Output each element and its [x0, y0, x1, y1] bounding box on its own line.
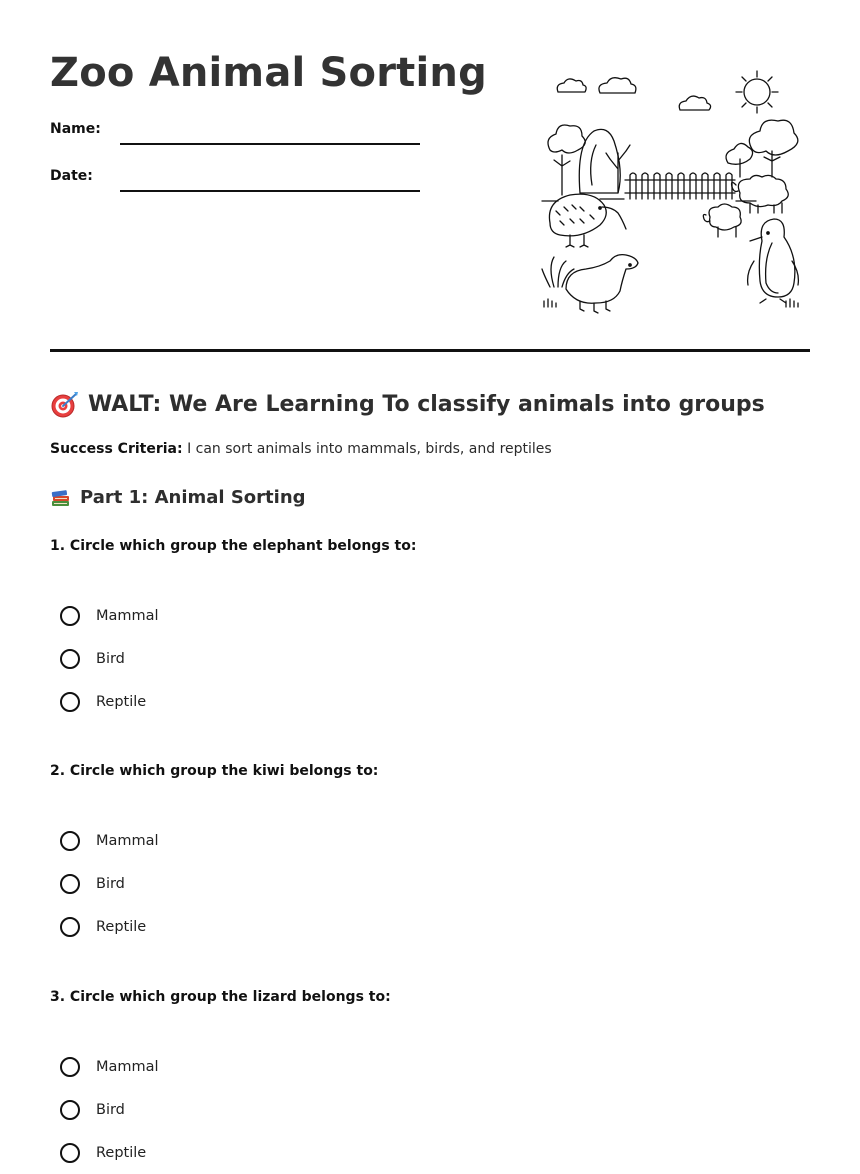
- option-reptile[interactable]: [60, 680, 159, 723]
- rock-icon: [579, 129, 620, 193]
- radio-circle-icon[interactable]: [60, 874, 80, 894]
- worksheet-title: Zoo Animal Sorting: [50, 50, 487, 96]
- success-criteria-label: Success Criteria:: [50, 441, 183, 457]
- option-label: Mammal: [96, 1058, 159, 1075]
- option-label: Reptile: [96, 1144, 147, 1161]
- branch-icon: [606, 145, 630, 193]
- option-reptile[interactable]: [60, 1131, 159, 1174]
- zoo-scene-illustration-icon: [540, 65, 810, 315]
- target-dart-icon: [50, 389, 80, 419]
- name-label: Name:: [50, 121, 101, 137]
- date-field-row: [50, 162, 420, 192]
- answer-options: [60, 1045, 159, 1174]
- radio-circle-icon[interactable]: [60, 917, 80, 937]
- success-criteria-text: I can sort animals into mammals, birds, and reptiles: [187, 441, 552, 457]
- option-bird[interactable]: [60, 1088, 159, 1131]
- option-label: Reptile: [96, 918, 147, 935]
- cloud-icon: [679, 96, 710, 110]
- penguin-icon: [748, 219, 799, 307]
- fence-icon: [625, 173, 735, 199]
- option-mammal[interactable]: [60, 1045, 159, 1088]
- option-bird[interactable]: [60, 637, 159, 680]
- books-icon: [50, 486, 72, 508]
- worksheet-header: [50, 0, 810, 351]
- sheep-icon: [732, 175, 789, 213]
- part-1-heading: [50, 486, 306, 508]
- success-criteria: [50, 441, 552, 457]
- question-3: [50, 989, 810, 1161]
- option-label: Bird: [96, 1101, 125, 1118]
- option-mammal[interactable]: [60, 819, 159, 862]
- date-field[interactable]: [120, 164, 420, 192]
- tree-icon: [726, 120, 798, 177]
- question-2: [50, 763, 810, 935]
- radio-circle-icon[interactable]: [60, 1100, 80, 1120]
- name-field[interactable]: [120, 117, 420, 145]
- option-bird[interactable]: [60, 862, 159, 905]
- date-label: Date:: [50, 168, 93, 184]
- ground-line: [542, 199, 756, 201]
- option-label: Bird: [96, 875, 125, 892]
- question-text: 2. Circle which group the kiwi belongs to:: [50, 763, 379, 779]
- option-label: Bird: [96, 650, 125, 667]
- radio-circle-icon[interactable]: [60, 649, 80, 669]
- option-label: Mammal: [96, 607, 159, 624]
- walt-text: WALT: We Are Learning To classify animals into groups: [88, 391, 765, 417]
- option-label: Mammal: [96, 832, 159, 849]
- question-1: [50, 538, 810, 710]
- header-divider: [50, 349, 810, 352]
- answer-options: [60, 594, 159, 723]
- part-1-title: Part 1: Animal Sorting: [80, 486, 306, 508]
- option-reptile[interactable]: [60, 905, 159, 948]
- answer-options: [60, 819, 159, 948]
- option-label: Reptile: [96, 693, 147, 710]
- question-text: 1. Circle which group the elephant belongs to:: [50, 538, 417, 554]
- worksheet-page: [50, 0, 810, 1161]
- question-text: 3. Circle which group the lizard belongs to:: [50, 989, 391, 1005]
- radio-circle-icon[interactable]: [60, 831, 80, 851]
- cloud-icon: [557, 79, 586, 92]
- radio-circle-icon[interactable]: [60, 606, 80, 626]
- radio-circle-icon[interactable]: [60, 692, 80, 712]
- radio-circle-icon[interactable]: [60, 1057, 80, 1077]
- kiwi-bird-icon: [549, 194, 626, 247]
- sun-icon: [736, 71, 778, 113]
- option-mammal[interactable]: [60, 594, 159, 637]
- cloud-icon: [599, 78, 636, 93]
- walt-heading: [50, 389, 765, 419]
- radio-circle-icon[interactable]: [60, 1143, 80, 1163]
- grass-icon: [542, 257, 574, 307]
- name-field-row: [50, 115, 420, 145]
- animal-icon: [566, 255, 638, 313]
- lamb-icon: [703, 204, 741, 237]
